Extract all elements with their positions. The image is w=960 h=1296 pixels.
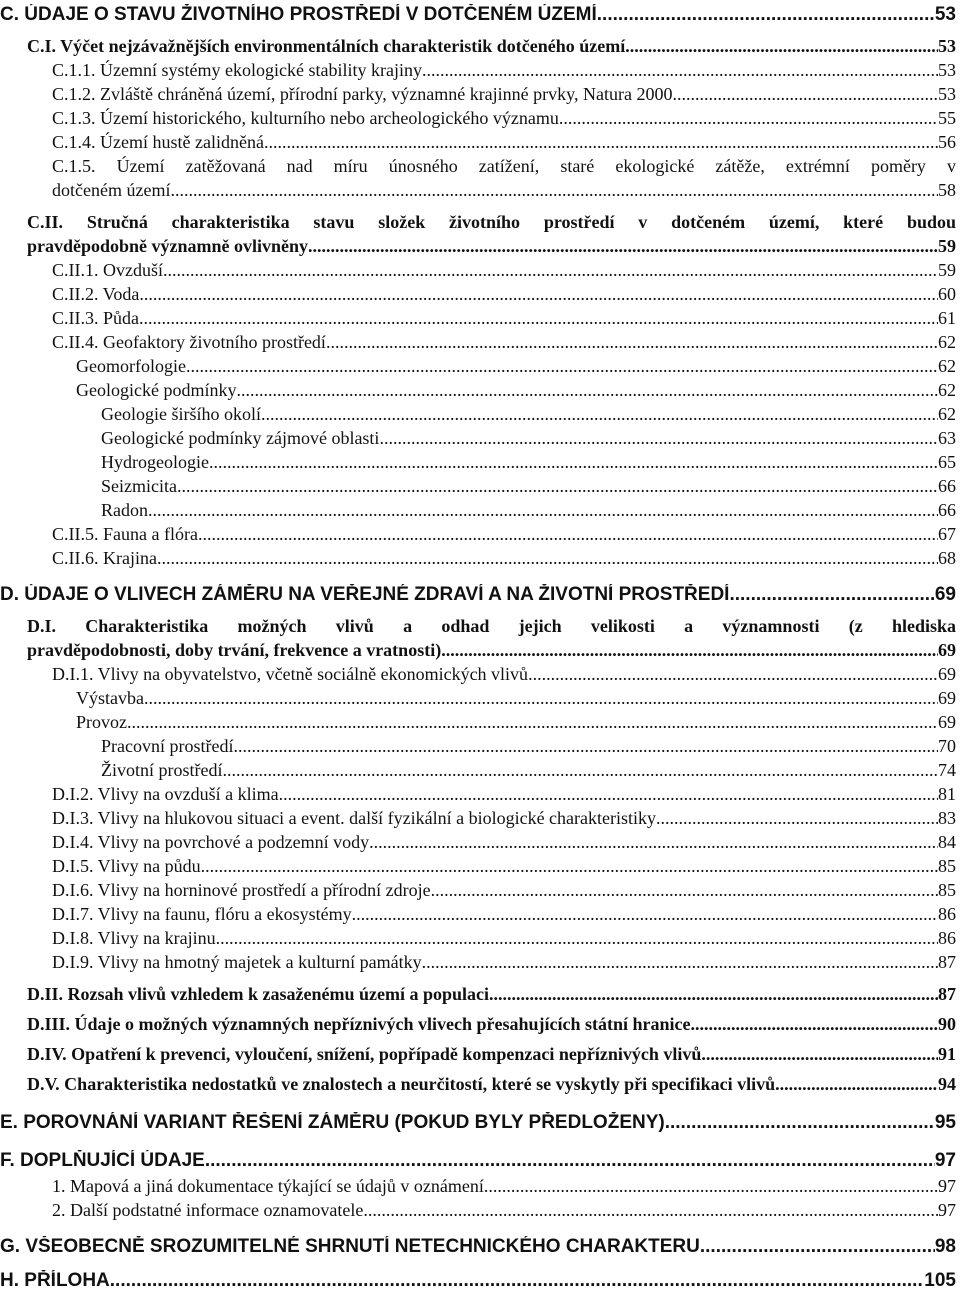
toc-entry-div[interactable] xyxy=(27,1044,956,1065)
toc-leader xyxy=(422,952,938,973)
toc-entry-e[interactable] xyxy=(0,1112,956,1134)
toc-page-number: 97 xyxy=(938,1176,956,1196)
toc-title: C. ÚDAJE O STAVU ŽIVOTNÍHO PROSTŘEDÍ V DOTČENÉM ÚZEMÍ xyxy=(0,4,597,25)
toc-leader xyxy=(139,284,938,305)
toc-entry-pracovni-prostredi[interactable] xyxy=(101,736,956,757)
toc-page-number: 63 xyxy=(938,428,956,448)
toc-page-number: 85 xyxy=(938,880,956,900)
toc-entry-di6[interactable] xyxy=(52,880,956,901)
toc-page-number: 65 xyxy=(938,452,956,472)
toc-page-number: 98 xyxy=(934,1236,956,1257)
toc-leader xyxy=(177,476,938,497)
toc-page-number: 97 xyxy=(938,1200,956,1220)
toc-leader xyxy=(775,1074,938,1095)
toc-entry-di1[interactable] xyxy=(52,664,956,685)
toc-leader xyxy=(625,36,938,57)
toc-page-number: 105 xyxy=(924,1270,956,1291)
toc-leader xyxy=(209,452,938,473)
toc-title: D.V. Charakteristika nedostatků ve znalostech a neurčitostí, které se vyskytly při specifikaci vlivů xyxy=(27,1074,776,1094)
toc-entry-hydrogeologie[interactable] xyxy=(101,452,956,473)
toc-leader xyxy=(441,640,938,661)
toc-title: E. POROVNÁNÍ VARIANT ŘEŠENÍ ZÁMĚRU (POKUD BYLY PŘEDLOŽENY) xyxy=(0,1112,665,1133)
toc-entry-di7[interactable] xyxy=(52,904,956,925)
toc-entry-c11[interactable] xyxy=(52,60,956,81)
toc-leader xyxy=(201,856,938,877)
toc-entry-c14[interactable] xyxy=(52,132,956,153)
toc-entry-c15-line2[interactable] xyxy=(52,180,956,201)
toc-entry-geologicke-podminky-zajmove-oblasti[interactable] xyxy=(101,428,956,449)
toc-leader xyxy=(261,404,938,425)
toc-page-number: 69 xyxy=(938,640,956,660)
toc-entry-cii5[interactable] xyxy=(52,524,956,545)
toc-title: Geomorfologie xyxy=(76,356,186,376)
toc-page-number: 66 xyxy=(938,500,956,520)
toc-leader xyxy=(528,664,938,685)
toc-title: Pracovní prostředí xyxy=(101,736,234,756)
toc-page-number: 97 xyxy=(934,1150,956,1171)
toc-title: Radon xyxy=(101,500,148,520)
toc-title: Seizmicita xyxy=(101,476,177,496)
toc-leader xyxy=(186,356,938,377)
toc-title: D.I.8. Vlivy na krajinu xyxy=(52,928,216,948)
toc-page-number: 85 xyxy=(938,856,956,876)
toc-leader xyxy=(222,760,938,781)
toc-leader xyxy=(236,380,938,401)
toc-entry-geologicke-podminky[interactable] xyxy=(76,380,956,401)
toc-title: pravděpodobnosti, doby trvání, frekvence a vratnosti) xyxy=(27,640,442,660)
toc-leader xyxy=(139,308,938,329)
toc-title: 1. Mapová a jiná dokumentace týkající se údajů v oznámení xyxy=(52,1176,484,1196)
toc-page-number: 58 xyxy=(938,180,956,200)
toc-entry-di2[interactable] xyxy=(52,784,956,805)
toc-page-number: 53 xyxy=(938,36,956,56)
toc-leader xyxy=(597,4,935,26)
toc-leader xyxy=(170,180,938,201)
toc-page-number: 60 xyxy=(938,284,956,304)
toc-title: C.II.6. Krajina xyxy=(52,548,157,568)
toc-page-number: 53 xyxy=(938,84,956,104)
toc-entry-dv[interactable] xyxy=(27,1074,956,1095)
toc-page-number: 87 xyxy=(938,952,956,972)
toc-title: C.1.4. Území hustě zalidněná xyxy=(52,132,264,152)
toc-page-number: 91 xyxy=(938,1044,956,1064)
toc-entry-diii[interactable] xyxy=(27,1014,956,1035)
toc-leader xyxy=(379,428,938,449)
toc-title: Geologické podmínky zájmové oblasti xyxy=(101,428,380,448)
toc-entry-d[interactable] xyxy=(0,584,956,606)
toc-leader xyxy=(326,332,938,353)
toc-entry-di4[interactable] xyxy=(52,832,956,853)
toc-title: Výstavba xyxy=(76,688,144,708)
toc-page-number: 62 xyxy=(938,404,956,424)
toc-entry-cii4[interactable] xyxy=(52,332,956,353)
toc-title: D.I.9. Vlivy na hmotný majetek a kulturní památky xyxy=(52,952,422,972)
toc-entry-di8[interactable] xyxy=(52,928,956,949)
toc-title: Geologie širšího okolí xyxy=(101,404,261,424)
toc-entry-seizmicita[interactable] xyxy=(101,476,956,497)
toc-entry-h[interactable] xyxy=(0,1270,956,1292)
toc-entry-cii-line2[interactable] xyxy=(27,236,956,257)
toc-title: G. VŠEOBECNĚ SROZUMITELNÉ SHRNUTÍ NETECHNICKÉHO CHARAKTERU xyxy=(0,1236,700,1257)
toc-page-number: 86 xyxy=(938,904,956,924)
toc-entry-di5[interactable] xyxy=(52,856,956,877)
toc-leader xyxy=(157,548,938,569)
toc-page-number: 66 xyxy=(938,476,956,496)
toc-title: D.IV. Opatření k prevenci, vyloučení, snížení, popřípadě kompenzaci nepříznivých vlivů xyxy=(27,1044,702,1064)
toc-page-number: 69 xyxy=(938,688,956,708)
toc-leader xyxy=(144,688,938,709)
toc-entry-di9[interactable] xyxy=(52,952,956,973)
toc-leader xyxy=(484,1176,938,1197)
toc-entry-di3[interactable] xyxy=(52,808,956,829)
toc-title: D.II. Rozsah vlivů vzhledem k zasaženému území a populaci xyxy=(27,984,490,1004)
toc-title: D.I.6. Vlivy na horninové prostředí a přírodní zdroje xyxy=(52,880,431,900)
toc-entry-radon[interactable] xyxy=(101,500,956,521)
toc-page-number: 55 xyxy=(938,108,956,128)
toc-page-number: 59 xyxy=(938,260,956,280)
toc-title: D.I.7. Vlivy na faunu, flóru a ekosystémy xyxy=(52,904,352,924)
toc-leader xyxy=(352,904,938,925)
toc-title: D.I.1. Vlivy na obyvatelstvo, včetně sociálně ekonomických vlivů xyxy=(52,664,529,684)
toc-entry-c13[interactable] xyxy=(52,108,956,129)
toc-leader xyxy=(369,832,938,853)
toc-leader xyxy=(363,1200,938,1221)
toc-leader xyxy=(127,712,938,733)
toc-title: D.I.2. Vlivy na ovzduší a klima xyxy=(52,784,279,804)
toc-entry-f1[interactable] xyxy=(52,1176,956,1197)
toc-title: dotčeném území xyxy=(52,180,171,200)
toc-page-number: 62 xyxy=(938,380,956,400)
toc-page-number: 53 xyxy=(938,60,956,80)
toc-title: D.I.5. Vlivy na půdu xyxy=(52,856,201,876)
toc-leader xyxy=(205,1150,935,1172)
toc-entry-f2[interactable] xyxy=(52,1200,956,1221)
toc-title: C.II.3. Půda xyxy=(52,308,139,328)
toc-leader xyxy=(677,84,938,105)
toc-title: C.I. Výčet nejzávažnějších environmentálních charakteristik dotčeného území xyxy=(27,36,626,56)
toc-title: D.III. Údaje o možných významných nepříznivých vlivech přesahujících státní hranice xyxy=(27,1014,691,1034)
toc-entry-cii1[interactable] xyxy=(52,260,956,281)
toc-title: F. DOPLŇUJÍCÍ ÚDAJE xyxy=(0,1150,205,1171)
toc-page-number: 53 xyxy=(934,4,956,25)
toc-page-number: 87 xyxy=(938,984,956,1004)
toc-title: Životní prostředí xyxy=(101,760,223,780)
toc-title: Hydrogeologie xyxy=(101,452,209,472)
toc-page-number: 62 xyxy=(938,356,956,376)
toc-leader xyxy=(216,928,938,949)
toc-leader xyxy=(198,524,938,545)
toc-entry-zivotni-prostredi[interactable] xyxy=(101,760,956,781)
toc-title: Geologické podmínky xyxy=(76,380,237,400)
toc-entry-vystavba[interactable] xyxy=(76,688,956,709)
toc-entry-cii3[interactable] xyxy=(52,308,956,329)
toc-title: D.I.3. Vlivy na hlukovou situaci a event. další fyzikální a biologické charakteristiky xyxy=(52,808,657,828)
toc-title: 2. Další podstatné informace oznamovatele xyxy=(52,1200,364,1220)
toc-entry-geomorfologie[interactable] xyxy=(76,356,956,377)
toc-leader xyxy=(729,584,934,606)
toc-page-number: 81 xyxy=(938,784,956,804)
toc-leader xyxy=(233,736,938,757)
toc-title: D. ÚDAJE O VLIVECH ZÁMĚRU NA VEŘEJNÉ ZDRAVÍ A NA ŽIVOTNÍ PROSTŘEDÍ xyxy=(0,584,730,605)
toc-leader xyxy=(264,132,938,153)
toc-entry-cii-line1[interactable]: C.II. Stručná charakteristika stavu složek životního prostředí v dotčeném území, které budou xyxy=(27,212,956,232)
toc-title: D.I.4. Vlivy na povrchové a podzemní vody xyxy=(52,832,370,852)
toc-entry-c15-line1[interactable]: C.1.5. Území zatěžovaná nad míru únosného zatížení, staré ekologické zátěže, extrémní poměry v xyxy=(52,156,956,176)
toc-leader xyxy=(148,500,938,521)
toc-entry-cii2[interactable] xyxy=(52,284,956,305)
toc-leader xyxy=(308,236,938,257)
toc-title: C.1.2. Zvláště chráněná území, přírodní parky, významné krajinné prvky, Natura 2000. xyxy=(52,84,677,104)
toc-entry-f[interactable] xyxy=(0,1150,956,1172)
toc-leader xyxy=(656,808,938,829)
toc-title: C.II.5. Fauna a flóra xyxy=(52,524,198,544)
toc-page-number: 74 xyxy=(938,760,956,780)
toc-title: Provoz xyxy=(76,712,127,732)
toc-leader xyxy=(163,260,938,281)
toc-page-number: 90 xyxy=(938,1014,956,1034)
toc-entry-di-line1[interactable]: D.I. Charakteristika možných vlivů a odhad jejich velikosti a významnosti (z hlediska xyxy=(27,616,956,636)
toc-page-number: 62 xyxy=(938,332,956,352)
toc-leader xyxy=(422,60,938,81)
toc-page-number: 84 xyxy=(938,832,956,852)
toc-page-number: 83 xyxy=(938,808,956,828)
toc-leader xyxy=(431,880,938,901)
toc-title: C.II.1. Ovzduší xyxy=(52,260,163,280)
toc-page-number: 86 xyxy=(938,928,956,948)
toc-title: C.II.2. Voda xyxy=(52,284,140,304)
toc-entry-c12[interactable] xyxy=(52,84,956,105)
toc-entry-c[interactable] xyxy=(0,4,956,26)
toc-page-number: 59 xyxy=(938,236,956,256)
toc-title: pravděpodobně významně ovlivněny xyxy=(27,236,309,256)
toc-leader xyxy=(489,984,938,1005)
toc-entry-dii[interactable] xyxy=(27,984,956,1005)
toc-entry-g[interactable] xyxy=(0,1236,956,1258)
toc-page-number: 94 xyxy=(938,1074,956,1094)
toc-entry-di-line2[interactable] xyxy=(27,640,956,661)
toc-title: C.II.4. Geofaktory životního prostředí xyxy=(52,332,326,352)
toc-page-number: 95 xyxy=(934,1112,956,1133)
toc-entry-cii6[interactable] xyxy=(52,548,956,569)
toc-leader xyxy=(700,1236,935,1258)
toc-entry-provoz[interactable] xyxy=(76,712,956,733)
toc-entry-geologie-sirsiho-okoli[interactable] xyxy=(101,404,956,425)
toc-leader xyxy=(701,1044,938,1065)
toc-title: H. PŘÍLOHA xyxy=(0,1270,110,1291)
toc-page-number: 70 xyxy=(938,736,956,756)
toc-page-number: 69 xyxy=(938,664,956,684)
toc-leader xyxy=(110,1270,925,1292)
toc-page-number: 68 xyxy=(938,548,956,568)
toc-entry-ci[interactable] xyxy=(27,36,956,57)
toc-page-number: 67 xyxy=(938,524,956,544)
toc-leader xyxy=(665,1112,935,1134)
toc-title: C.1.1. Územní systémy ekologické stability krajiny xyxy=(52,60,422,80)
toc-leader xyxy=(691,1014,939,1035)
toc-page-number: 69 xyxy=(938,712,956,732)
toc-page-number: 56 xyxy=(938,132,956,152)
toc-page-number: 69 xyxy=(934,584,956,605)
toc-leader xyxy=(559,108,938,129)
toc-leader xyxy=(279,784,938,805)
toc-page-number: 61 xyxy=(938,308,956,328)
toc-title: C.1.3. Území historického, kulturního nebo archeologického významu xyxy=(52,108,559,128)
